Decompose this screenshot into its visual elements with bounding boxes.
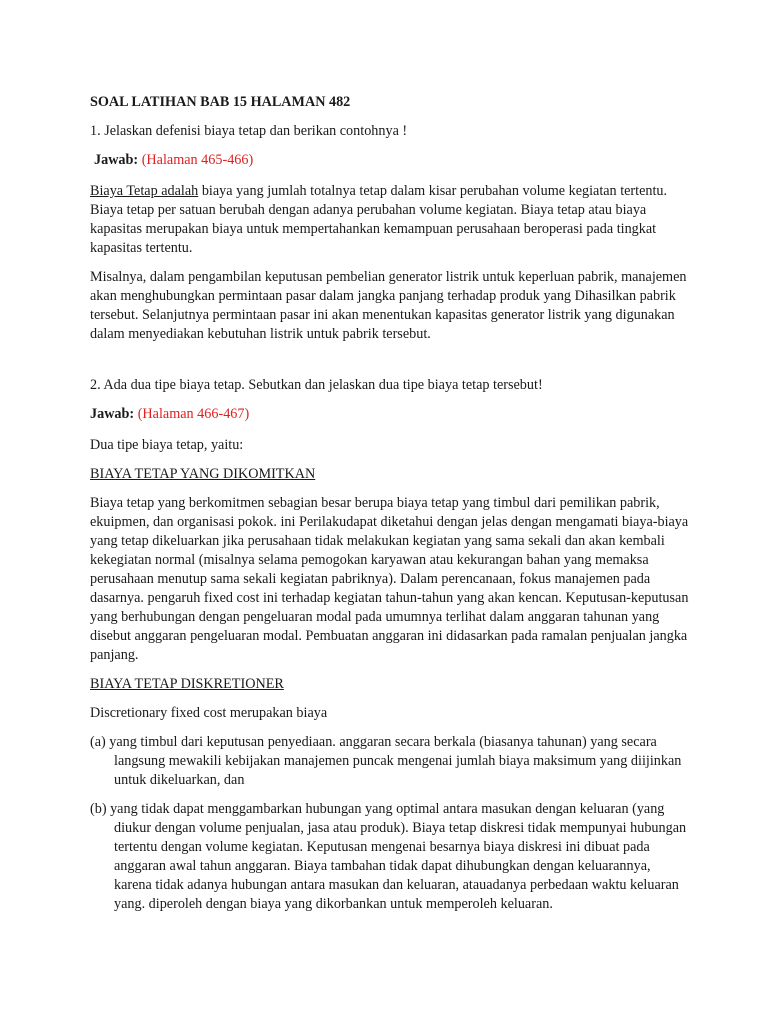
answer-2-label: Jawab: xyxy=(90,406,135,422)
answer-1-page-reference: (Halaman 465-466) xyxy=(141,152,254,168)
answer-2-header xyxy=(90,405,690,424)
answer-2-intro: Dua tipe biaya tetap, yaitu: xyxy=(90,437,244,453)
discretionary-item-a: (a) yang timbul dari keputusan penyediaan. anggaran secara berkala (biasanya tahunan) yang secara langsung mewakili kebijakan manajemen puncak mengenai jumlah biaya maksimum yang diijinkan untuk dikeluarkan, dan xyxy=(90,734,682,788)
discretionary-intro: Discretionary fixed cost merupakan biaya xyxy=(90,705,328,721)
committed-fixed-cost-text: Biaya tetap yang berkomitmen sebagian besar berupa biaya tetap yang timbul dari pemilikan pabrik, ekuipmen, dan organisasi pokok. ini Perilakudapat diketahui dengan jelas dengan mengamati biaya-biaya yang tetap dikeluarkan jika perusahaan tidak melakukan kegiatan yang sama sekali dan akan kembali kekegiatan normal (misalnya selama pemogokan karyawan atau kekurangan bahan yang memaksa perusahaan menutup sama sekali kegiatan pabriknya). Dalam perencanaan, fokus manajemen pada dasarnya. pengaruh fixed cost ini terhadap kegiatan tahun-tahun yang akan kencan. Keputusan-keputusan yang berhubungan dengan pengeluaran modal pada umumnya terlihat dalam anggaran tahunan yang disebut anggaran pengeluaran modal. Pembuatan anggaran ini didasarkan pada ramalan penjualan jangka panjang. xyxy=(90,495,689,663)
document-title: SOAL LATIHAN BAB 15 HALAMAN 482 xyxy=(90,94,351,110)
question-1: 1. Jelaskan defenisi biaya tetap dan berikan contohnya ! xyxy=(90,123,408,139)
answer-2-page-reference: (Halaman 466-467) xyxy=(137,406,250,422)
question-2: 2. Ada dua tipe biaya tetap. Sebutkan dan jelaskan dua tipe biaya tetap tersebut! xyxy=(90,377,543,393)
answer-1-header xyxy=(90,151,690,170)
heading-discretionary-fixed-cost: BIAYA TETAP DISKRETIONER xyxy=(90,676,284,692)
definition-term: Biaya Tetap adalah xyxy=(90,183,199,199)
answer-1-definition xyxy=(90,182,690,258)
document-page xyxy=(90,93,690,924)
answer-1-label: Jawab: xyxy=(94,152,139,168)
heading-committed-fixed-cost: BIAYA TETAP YANG DIKOMITKAN xyxy=(90,466,316,482)
definition-text: biaya yang jumlah totalnya tetap dalam kisar perubahan volume kegiatan tertentu. Biaya tetap per satuan berubah dengan adanya perubahan volume kegiatan. Biaya tetap atau biaya kapasitas merupakan biaya untuk mempertahankan kemampuan perusahaan beroperasi pada tingkat kapasitas tertentu. xyxy=(90,183,668,256)
answer-1-example: Misalnya, dalam pengambilan keputusan pembelian generator listrik untuk keperluan pabrik, manajemen akan menghubungkan permintaan pasar dalam jangka panjang terhadap produk yang Dihasilkan pabrik tersebut. Selanjutnya permintaan pasar ini akan menentukan kapasitas generator listrik yang digunakan dalam menyediakan kebutuhan listrik untuk pabrik tersebut. xyxy=(90,269,687,342)
discretionary-item-b: (b) yang tidak dapat menggambarkan hubungan yang optimal antara masukan dengan keluaran (yang diukur dengan volume penjualan, jasa atau produk). Biaya tetap diskresi tidak mempunyai hubungan tertentu dengan volume kegiatan. Keputusan mengenai besarnya biaya diskresi ini dibuat pada anggaran awal tahun anggaran. Biaya tambahan tidak dapat dihubungkan dengan keluarannya, karena tidak adanya hubungan antara masukan dan keluaran, atauadanya perbedaan waktu keluaran yang. diperoleh dengan biaya yang dikorbankan untuk memperoleh keluaran. xyxy=(90,801,687,912)
section-spacer xyxy=(90,354,690,376)
